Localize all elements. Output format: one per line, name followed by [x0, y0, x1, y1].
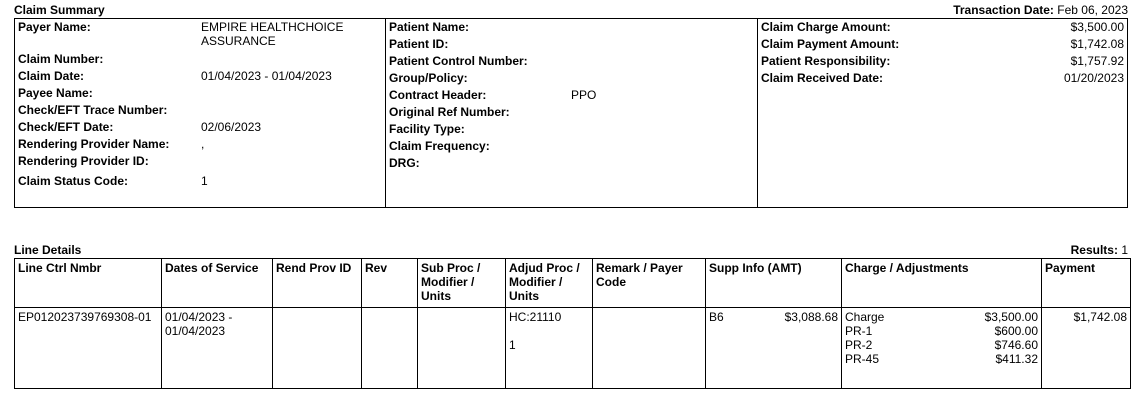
patient-responsibility-value: $1,757.92 — [1070, 54, 1124, 68]
adjustment-line — [845, 338, 1038, 352]
line-ctrl-cell: EP012023739769308-01 — [15, 308, 162, 389]
payer-name-label: Payer Name: — [18, 20, 91, 34]
supp-info-amount: $3,088.68 — [784, 310, 838, 324]
contract-header-label: Contract Header: — [389, 88, 487, 102]
adjustment-line — [845, 324, 1038, 338]
transaction-date-value: Feb 06, 2023 — [1057, 3, 1128, 17]
original-ref-number-label: Original Ref Number: — [389, 105, 510, 119]
patient-id-label: Patient ID: — [389, 37, 449, 51]
adjustment-line — [845, 310, 1038, 324]
results-count — [1071, 243, 1128, 257]
column-header: Supp Info (AMT) — [706, 259, 842, 308]
claim-payment-amount-label: Claim Payment Amount: — [761, 37, 900, 51]
claim-charge-amount-value: $3,500.00 — [1070, 20, 1124, 34]
adjustment-amount: $746.60 — [994, 338, 1038, 352]
claim-date-value: 01/04/2023 - 01/04/2023 — [201, 69, 332, 83]
adjustment-amount: $600.00 — [994, 324, 1038, 338]
group-policy-label: Group/Policy: — [389, 71, 468, 85]
sub-proc-cell — [418, 308, 506, 389]
rendering-provider-id-label: Rendering Provider ID: — [18, 154, 149, 168]
adjustment-amount: $411.32 — [995, 352, 1038, 366]
adjud-proc-cell — [506, 308, 593, 389]
adjustment-line — [845, 352, 1038, 366]
supp-info-cell — [706, 308, 842, 389]
remark-cell — [593, 308, 706, 389]
claim-status-code-label: Claim Status Code: — [18, 174, 129, 188]
claim-summary-box — [14, 18, 1128, 208]
column-divider — [385, 19, 386, 207]
drg-label: DRG: — [389, 156, 420, 170]
charge-adjustments-cell — [842, 308, 1042, 389]
results-label: Results: — [1070, 243, 1118, 257]
claim-received-date-value: 01/20/2023 — [1063, 71, 1124, 85]
table-row — [15, 308, 1131, 389]
claim-number-label: Claim Number: — [18, 52, 104, 66]
rendering-provider-name-value: , — [201, 137, 205, 151]
payment-cell: $1,742.08 — [1042, 308, 1131, 389]
adjustment-code: PR-1 — [845, 324, 873, 338]
rev-cell — [362, 308, 418, 389]
rend-prov-id-cell — [273, 308, 362, 389]
supp-info-code: B6 — [709, 310, 724, 324]
claim-payment-amount-value: $1,742.08 — [1070, 37, 1124, 51]
payer-name-value: EMPIRE HEALTHCHOICE ASSURANCE — [201, 20, 344, 48]
check-trace-label: Check/EFT Trace Number: — [18, 103, 168, 117]
adjustment-code: Charge — [845, 310, 885, 324]
line-details-title: Line Details — [14, 243, 82, 257]
column-header: Sub Proc / Modifier / Units — [418, 259, 506, 308]
column-header: Rend Prov ID — [273, 259, 362, 308]
patient-control-number-label: Patient Control Number: — [389, 54, 528, 68]
column-header: Adjud Proc / Modifier / Units — [506, 259, 593, 308]
adjustment-code: PR-2 — [845, 338, 873, 352]
transaction-date-label: Transaction Date: — [953, 3, 1054, 17]
results-value: 1 — [1121, 243, 1128, 257]
column-divider — [757, 19, 758, 207]
adjustment-code: PR-45 — [845, 352, 880, 366]
column-header: Rev — [362, 259, 418, 308]
column-header: Charge / Adjustments — [842, 259, 1042, 308]
check-date-value: 02/06/2023 — [201, 120, 262, 134]
claim-received-date-label: Claim Received Date: — [761, 71, 884, 85]
adjud-proc-units: 1 — [509, 338, 516, 352]
adjud-proc-code: HC:21110 — [509, 310, 562, 324]
column-header: Payment — [1042, 259, 1131, 308]
claim-summary-title: Claim Summary — [14, 3, 105, 17]
column-header: Line Ctrl Nmbr — [15, 259, 162, 308]
patient-name-label: Patient Name: — [389, 20, 470, 34]
column-header: Dates of Service — [162, 259, 273, 308]
check-date-label: Check/EFT Date: — [18, 120, 114, 134]
patient-responsibility-label: Patient Responsibility: — [761, 54, 891, 68]
contract-header-value: PPO — [571, 88, 597, 102]
rendering-provider-name-label: Rendering Provider Name: — [18, 137, 170, 151]
claim-date-label: Claim Date: — [18, 69, 85, 83]
claim-frequency-label: Claim Frequency: — [389, 139, 490, 153]
dates-of-service-cell: 01/04/2023 - 01/04/2023 — [162, 308, 273, 389]
column-header: Remark / Payer Code — [593, 259, 706, 308]
table-header-row — [15, 259, 1131, 308]
adjustment-amount: $3,500.00 — [984, 310, 1038, 324]
facility-type-label: Facility Type: — [389, 122, 465, 136]
payee-name-label: Payee Name: — [18, 86, 93, 100]
transaction-date — [953, 3, 1128, 17]
line-details-table — [14, 258, 1131, 389]
claim-charge-amount-label: Claim Charge Amount: — [761, 20, 891, 34]
claim-status-code-value: 1 — [201, 174, 208, 188]
